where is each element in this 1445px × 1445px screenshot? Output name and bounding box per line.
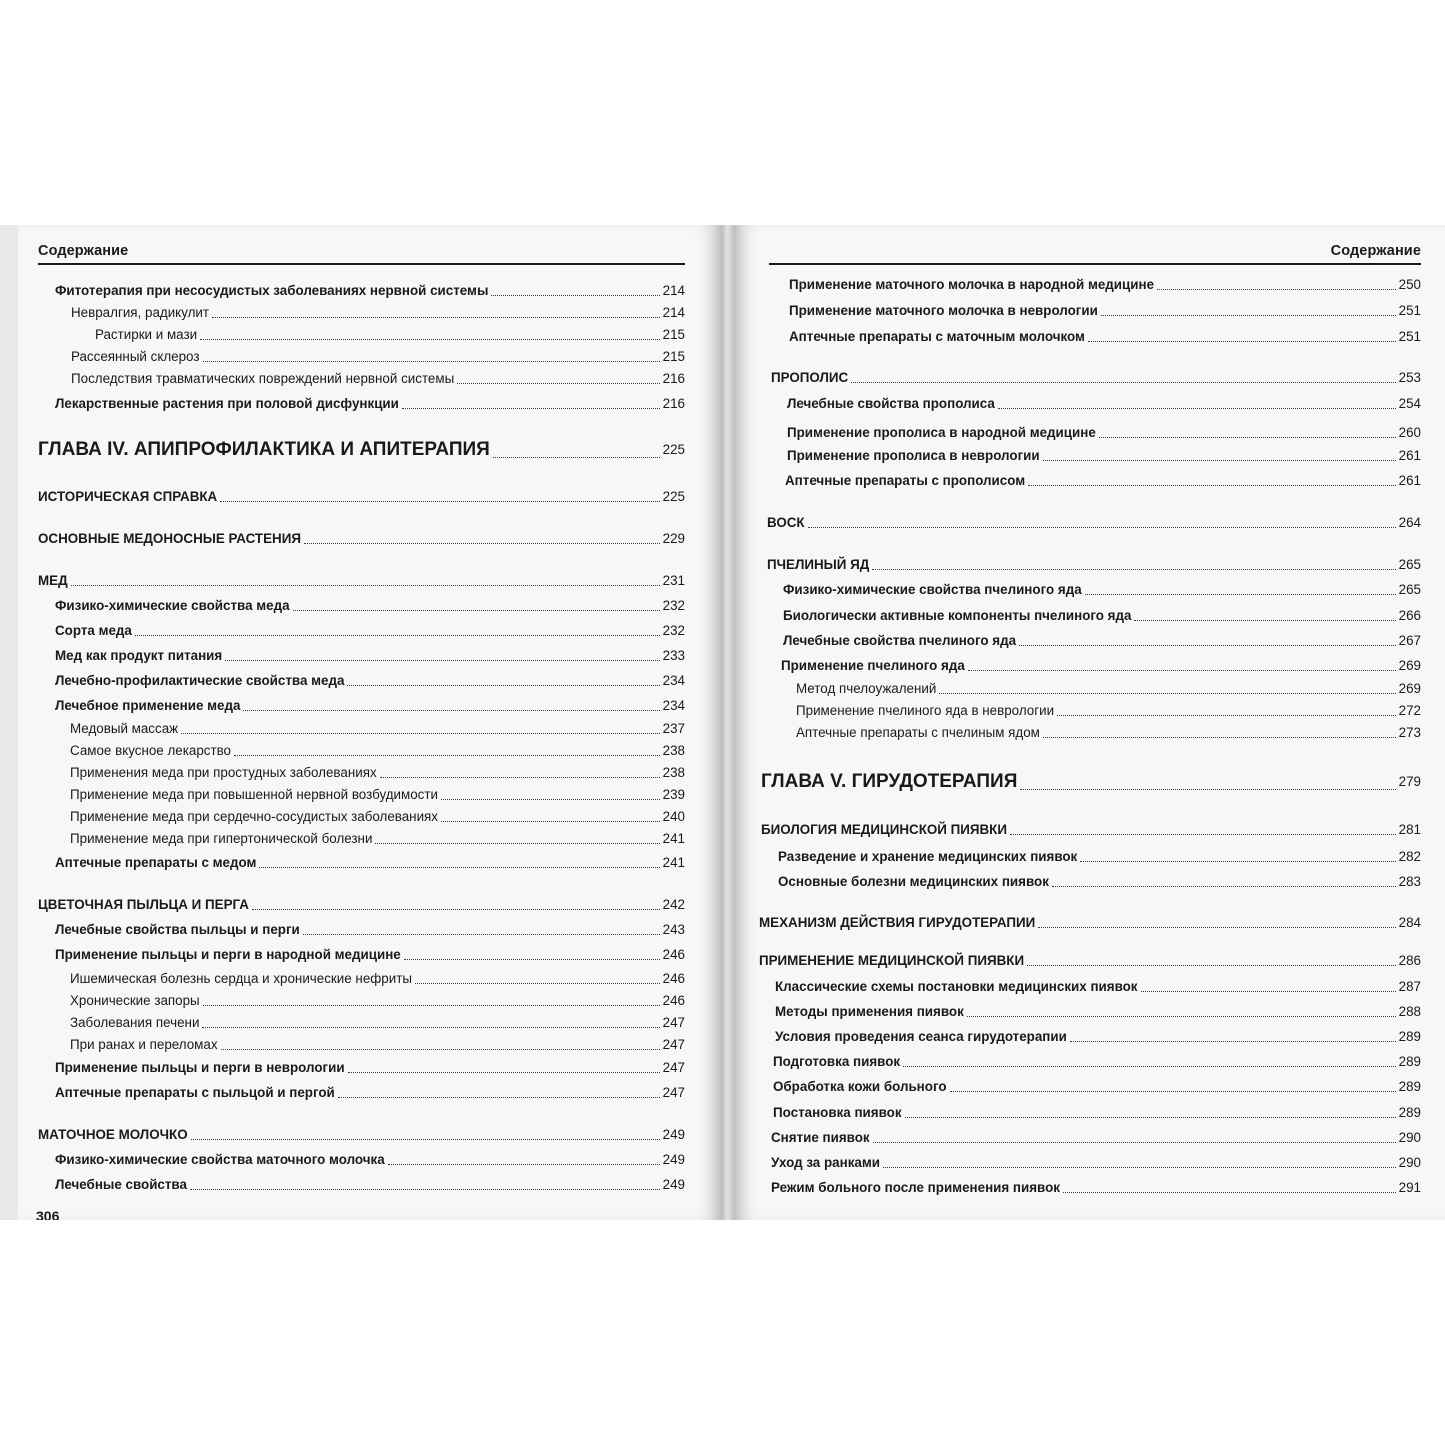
toc-entry[interactable]: Применение пыльцы и перги в народной медицине 246 xyxy=(55,947,685,962)
toc-entry[interactable]: Аптечные препараты с пыльцой и пергой 247 xyxy=(55,1085,685,1100)
running-head: Содержание xyxy=(38,243,129,259)
toc-entry[interactable]: Применение меда при гипертонической болезни 241 xyxy=(70,831,685,846)
toc-entry[interactable]: Хронические запоры 246 xyxy=(70,993,685,1008)
toc-entry[interactable]: Лечебно-профилактические свойства меда 234 xyxy=(55,673,685,688)
toc-entry[interactable]: Заболевания печени 247 xyxy=(70,1015,685,1030)
toc-entry[interactable]: Уход за ранками 290 xyxy=(771,1155,1421,1170)
toc-entry[interactable]: Применение прополиса в народной медицине 260 xyxy=(787,425,1421,440)
toc-entry[interactable]: Режим больного после применения пиявок 291 xyxy=(771,1180,1421,1195)
toc-entry[interactable]: Применение маточного молочка в неврологии 251 xyxy=(789,303,1421,318)
toc-entry[interactable]: Аптечные препараты с медом 241 xyxy=(55,855,685,870)
toc-entry[interactable]: Обработка кожи больного 289 xyxy=(773,1079,1421,1094)
toc-entry[interactable]: Лечебные свойства 249 xyxy=(55,1177,685,1192)
toc-entry[interactable]: Условия проведения сеанса гирудотерапии 289 xyxy=(775,1029,1421,1044)
toc-entry[interactable]: Аптечные препараты с пчелиным ядом 273 xyxy=(796,725,1421,740)
toc-entry[interactable]: Подготовка пиявок 289 xyxy=(773,1054,1421,1069)
toc-chapter-entry[interactable]: ГЛАВА IV. АПИПРОФИЛАКТИКА И АПИТЕРАПИЯ 225 xyxy=(38,439,685,460)
toc-entry[interactable]: Физико-химические свойства меда 232 xyxy=(55,598,685,613)
toc-entry[interactable]: ПРИМЕНЕНИЕ МЕДИЦИНСКОЙ ПИЯВКИ 286 xyxy=(759,953,1421,968)
toc-entry[interactable]: Мед как продукт питания 233 xyxy=(55,648,685,663)
toc-entry[interactable]: ОСНОВНЫЕ МЕДОНОСНЫЕ РАСТЕНИЯ 229 xyxy=(38,531,685,546)
toc-entry[interactable]: Применения меда при простудных заболеваниях 238 xyxy=(70,765,685,780)
toc-entry[interactable]: Лечебные свойства пыльцы и перги 243 xyxy=(55,922,685,937)
toc-entry[interactable]: Применение меда при сердечно-сосудистых заболеваниях 240 xyxy=(70,809,685,824)
toc-entry[interactable]: Методы применения пиявок 288 xyxy=(775,1004,1421,1019)
toc-chapter-entry[interactable]: ГЛАВА V. ГИРУДОТЕРАПИЯ 279 xyxy=(761,771,1421,792)
toc-entry[interactable]: Самое вкусное лекарство 238 xyxy=(70,743,685,758)
toc-entry[interactable]: ЦВЕТОЧНАЯ ПЫЛЬЦА И ПЕРГА 242 xyxy=(38,897,685,912)
toc-entry[interactable]: Применение пчелиного яда в неврологии 272 xyxy=(796,703,1421,718)
toc-entry[interactable]: БИОЛОГИЯ МЕДИЦИНСКОЙ ПИЯВКИ 281 xyxy=(761,822,1421,837)
toc-entry[interactable]: Снятие пиявок 290 xyxy=(771,1130,1421,1145)
toc-entry[interactable]: ПЧЕЛИНЫЙ ЯД 265 xyxy=(767,557,1421,572)
page-number: 306 xyxy=(36,1208,60,1220)
toc-entry[interactable]: Лечебные свойства пчелиного яда 267 xyxy=(783,633,1421,648)
toc-right xyxy=(733,225,1445,1220)
toc-entry[interactable]: Применение прополиса в неврологии 261 xyxy=(787,448,1421,463)
toc-entry[interactable]: Физико-химические свойства пчелиного яда 265 xyxy=(783,582,1421,597)
toc-entry[interactable]: Классические схемы постановки медицинских пиявок 287 xyxy=(775,979,1421,994)
toc-entry[interactable]: Биологически активные компоненты пчелиного яда 266 xyxy=(783,608,1421,623)
toc-entry[interactable]: Фитотерапия при несосудистых заболеваниях нервной системы 214 xyxy=(55,283,685,298)
toc-entry[interactable]: Последствия травматических повреждений нервной системы 216 xyxy=(71,371,685,386)
toc-entry[interactable]: Основные болезни медицинских пиявок 283 xyxy=(778,874,1421,889)
toc-left xyxy=(18,225,722,1220)
toc-entry[interactable]: Лекарственные растения при половой дисфункции 216 xyxy=(55,396,685,411)
toc-entry[interactable]: Применение маточного молочка в народной медицине 250 xyxy=(789,277,1421,292)
toc-entry[interactable]: При ранах и переломах 247 xyxy=(70,1037,685,1052)
toc-entry[interactable]: Растирки и мази 215 xyxy=(95,327,685,342)
toc-entry[interactable]: Лечебное применение меда 234 xyxy=(55,698,685,713)
toc-entry[interactable]: Аптечные препараты с прополисом 261 xyxy=(785,473,1421,488)
open-book xyxy=(0,225,1445,1220)
toc-entry[interactable]: Невралгия, радикулит 214 xyxy=(71,305,685,320)
toc-entry[interactable]: Ишемическая болезнь сердца и хронические нефриты 246 xyxy=(70,971,685,986)
toc-entry[interactable]: МАТОЧНОЕ МОЛОЧКО 249 xyxy=(38,1127,685,1142)
toc-entry[interactable]: Медовый массаж 237 xyxy=(70,721,685,736)
toc-entry[interactable]: МЕХАНИЗМ ДЕЙСТВИЯ ГИРУДОТЕРАПИИ 284 xyxy=(759,915,1421,930)
toc-entry[interactable]: Лечебные свойства прополиса 254 xyxy=(787,396,1421,411)
toc-entry[interactable]: Сорта меда 232 xyxy=(55,623,685,638)
toc-entry[interactable]: Физико-химические свойства маточного молочка 249 xyxy=(55,1152,685,1167)
toc-entry[interactable]: Аптечные препараты с маточным молочком 251 xyxy=(789,329,1421,344)
book-gutter xyxy=(722,225,733,1220)
toc-entry[interactable]: Постановка пиявок 289 xyxy=(773,1105,1421,1120)
running-head: Содержание xyxy=(1330,243,1421,259)
toc-entry[interactable]: Разведение и хранение медицинских пиявок 282 xyxy=(778,849,1421,864)
left-page xyxy=(18,225,722,1220)
toc-entry[interactable]: ВОСК 264 xyxy=(767,515,1421,530)
toc-entry[interactable]: Применение пчелиного яда 269 xyxy=(781,658,1421,673)
toc-entry[interactable]: Применение меда при повышенной нервной возбудимости 239 xyxy=(70,787,685,802)
toc-entry[interactable]: ИСТОРИЧЕСКАЯ СПРАВКА 225 xyxy=(38,489,685,504)
toc-entry[interactable]: Рассеянный склероз 215 xyxy=(71,349,685,364)
toc-entry[interactable]: ПРОПОЛИС 253 xyxy=(771,370,1421,385)
right-page xyxy=(733,225,1445,1220)
toc-entry[interactable]: МЕД 231 xyxy=(38,573,685,588)
toc-entry[interactable]: Применение пыльцы и перги в неврологии 247 xyxy=(55,1060,685,1075)
toc-entry[interactable]: Метод пчелоужалений 269 xyxy=(796,681,1421,696)
